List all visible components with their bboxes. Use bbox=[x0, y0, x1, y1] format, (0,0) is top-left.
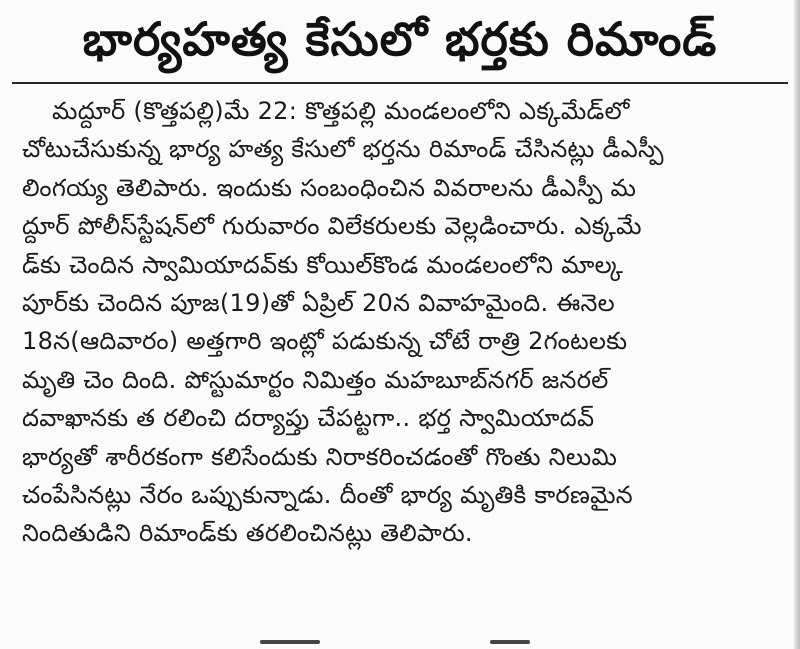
article-line: మద్దూర్ (కొత్తపల్లి)మే 22: కొత్తపల్లి మండలంలోని ఎక్కమేడ్‌లో bbox=[52, 97, 630, 125]
cropped-next-article-fragment bbox=[240, 634, 570, 649]
article-line: భార్యతో శారీరకంగా కలిసేందుకు నిరాకరించడంతో గొంతు నిలుమి bbox=[22, 442, 618, 471]
article-line: ద్దూర్ పోలీస్‌స్టేషన్‌లో గురువారం విలేకరులకు వెల్లడించారు. ఎక్కమే bbox=[22, 212, 642, 241]
article-line: దవాఖానకు త రలించి దర్యాప్తు చేపట్టగా.. భర్త స్వామియాదవ్ bbox=[22, 404, 595, 433]
article-line: మృతి చెం దింది. పోస్టుమార్టం నిమిత్తం మహబూబ్‌నగర్ జనరల్ bbox=[22, 365, 609, 394]
article-line: డ్‌కు చెందిన స్వామియాదవ్‌కు కోయిల్‌కొండ మండలంలోని మాల్క bbox=[22, 250, 624, 279]
article-line: లింగయ్య తెలిపారు. ఇందుకు సంబంధించిన వివరాలను డీఎస్పీ మ bbox=[22, 173, 637, 202]
headline: భార్యహత్య కేసులో భర్తకు రిమాండ్ bbox=[82, 12, 718, 66]
page-edge-shadow bbox=[794, 0, 800, 649]
article-line: పూర్‌కు చెందిన పూజ(19)తో ఏప్రిల్ 20న వివాహమైంది. ఈనెల bbox=[22, 288, 615, 317]
article-line: చోటుచేసుకున్న భార్య హత్య కేసులో భర్తను రిమాండ్ చేసినట్లు డీఎస్పీ bbox=[22, 135, 664, 164]
article-line: నిందితుడిని రిమాండ్‌కు తరలించినట్లు తెలిపారు. bbox=[22, 519, 473, 548]
article-line: 18న(ఆదివారం) అత్తగారి ఇంట్లో పడుకున్న చోటే రాత్రి 2గంటలకు bbox=[22, 327, 628, 356]
article-body bbox=[22, 92, 792, 553]
headline-divider bbox=[12, 82, 788, 84]
article-line: చంపేసినట్లు నేరం ఒప్పుకున్నాడు. దీంతో భార్య మృతికి కారణమైన bbox=[22, 480, 633, 509]
